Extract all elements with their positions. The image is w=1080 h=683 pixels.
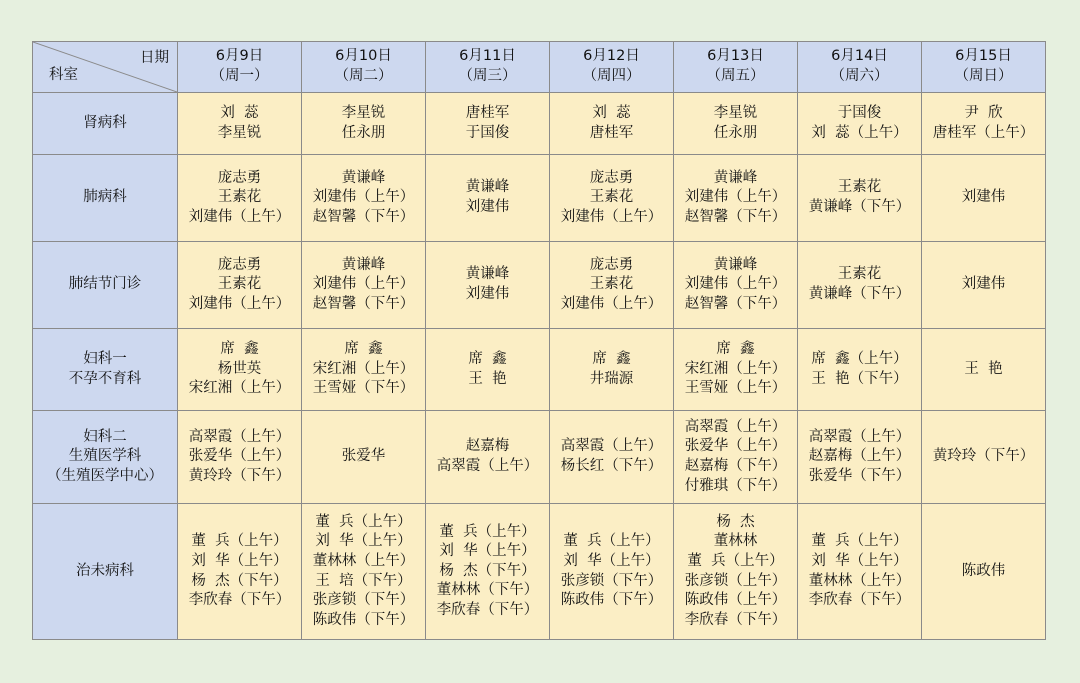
- doctor-entry: 刘建伟（上午）: [560, 295, 663, 312]
- doctor-entry: 王素花: [589, 276, 634, 293]
- doctor-entry: 高翠霞（上午）: [560, 438, 663, 455]
- schedule-cell: [922, 242, 1046, 329]
- department-row: [33, 93, 1046, 155]
- department-cell: [33, 93, 178, 155]
- doctor-entry: 于国俊: [837, 104, 882, 121]
- doctor-entry: 李欣春（下午）: [808, 592, 911, 609]
- day-header-2: [426, 42, 550, 93]
- doctor-entry: 张彦锁（下午）: [312, 592, 415, 609]
- doctor-entry: 刘 华（上午）: [563, 552, 660, 569]
- doctor-entry: 黄谦峰: [465, 266, 510, 283]
- doctor-entry: 王雪娅（下午）: [312, 380, 415, 397]
- doctor-entry: 陈政伟: [961, 562, 1006, 579]
- doctor-entry: 高翠霞（上午）: [808, 428, 911, 445]
- doctor-entry: 庞志勇: [217, 169, 262, 186]
- doctor-entry: 刘建伟（上午）: [188, 295, 291, 312]
- corner-date-label: 日期: [140, 50, 169, 66]
- doctor-entry: 庞志勇: [589, 256, 634, 273]
- schedule-cell: [798, 329, 922, 411]
- doctor-entry: 黄谦峰: [341, 256, 386, 273]
- doctor-entry: 陈政伟（下午）: [560, 592, 663, 609]
- day-date: 6月12日: [583, 48, 640, 65]
- schedule-cell: [426, 93, 550, 155]
- doctor-entry: 任永朋: [341, 124, 386, 141]
- doctor-entry: 庞志勇: [589, 169, 634, 186]
- schedule-cell: [302, 155, 426, 242]
- doctor-entry: 席 鑫（上午）: [811, 350, 908, 367]
- doctor-entry: 黄谦峰: [341, 169, 386, 186]
- doctor-entry: 刘 华（上午）: [191, 552, 288, 569]
- doctor-entry: 李星锐: [217, 124, 262, 141]
- doctor-entry: 张爱华（下午）: [808, 467, 911, 484]
- doctor-entry: 井瑞源: [589, 370, 634, 387]
- doctor-entry: 赵智馨（下午）: [684, 295, 787, 312]
- doctor-entry: 李欣春（下午）: [188, 592, 291, 609]
- doctor-entry: 黄玲玲（下午）: [188, 467, 291, 484]
- schedule-cell: [922, 155, 1046, 242]
- doctor-entry: 宋红湘（上午）: [188, 380, 291, 397]
- doctor-entry: 董林林（上午）: [808, 572, 911, 589]
- doctor-entry: 李星锐: [341, 104, 386, 121]
- doctor-entry: 赵嘉梅（上午）: [808, 448, 911, 465]
- schedule-cell: [922, 504, 1046, 640]
- schedule-cell: [178, 329, 302, 411]
- department-row: [33, 155, 1046, 242]
- doctor-entry: 张爱华: [341, 448, 386, 465]
- doctor-entry: 宋红湘（上午）: [312, 360, 415, 377]
- schedule-cell: [426, 329, 550, 411]
- schedule-cell: [798, 155, 922, 242]
- schedule-cell: [550, 242, 674, 329]
- doctor-entry: 刘 蕊: [592, 104, 631, 121]
- doctor-entry: 王素花: [837, 266, 882, 283]
- doctor-entry: 席 鑫: [220, 341, 259, 358]
- schedule-cell: [426, 504, 550, 640]
- doctor-entry: 赵嘉梅（下午）: [684, 458, 787, 474]
- header-row: [33, 42, 1046, 93]
- schedule-cell: [674, 411, 798, 504]
- doctor-entry: 尹 欣: [964, 104, 1003, 121]
- day-header-5: [798, 42, 922, 93]
- doctor-entry: 任永朋: [713, 124, 758, 141]
- doctor-entry: 席 鑫: [468, 350, 507, 367]
- doctor-entry: 王素花: [217, 276, 262, 293]
- doctor-entry: 陈政伟（下午）: [312, 611, 415, 628]
- schedule-cell: [674, 329, 798, 411]
- doctor-entry: 杨 杰: [716, 513, 755, 530]
- doctor-entry: 董 兵（上午）: [811, 533, 908, 550]
- department-cell: [33, 411, 178, 504]
- day-date: 6月10日: [335, 48, 392, 65]
- doctor-entry: 高翠霞（上午）: [684, 418, 787, 435]
- schedule-cell: [674, 242, 798, 329]
- day-header-1: [302, 42, 426, 93]
- doctor-entry: 刘 蕊: [220, 104, 259, 121]
- day-weekday: （周五）: [706, 68, 765, 84]
- doctor-entry: 董林林（上午）: [312, 552, 415, 569]
- doctor-entry: 杨长红（下午）: [560, 458, 663, 474]
- schedule-cell: [302, 411, 426, 504]
- doctor-entry: 高翠霞（上午）: [436, 458, 539, 474]
- schedule-cell: [302, 329, 426, 411]
- schedule-cell: [550, 411, 674, 504]
- doctor-entry: 刘 蕊（上午）: [811, 124, 908, 141]
- doctor-entry: 刘 华（上午）: [315, 533, 412, 550]
- doctor-entry: 杨世英: [217, 360, 262, 377]
- doctor-entry: 王素花: [837, 179, 882, 196]
- day-date: 6月13日: [707, 48, 764, 65]
- schedule-cell: [178, 155, 302, 242]
- corner-cell: [33, 42, 178, 93]
- doctor-entry: 王素花: [217, 189, 262, 206]
- doctor-entry: 刘建伟: [961, 189, 1006, 206]
- day-header-0: [178, 42, 302, 93]
- day-weekday: （周一）: [210, 68, 269, 84]
- schedule-cell: [922, 329, 1046, 411]
- doctor-entry: 席 鑫: [592, 350, 631, 367]
- department-row: [33, 411, 1046, 504]
- doctor-entry: 黄谦峰: [465, 179, 510, 196]
- day-weekday: （周日）: [954, 68, 1013, 84]
- doctor-entry: 于国俊: [465, 124, 510, 141]
- doctor-entry: 董 兵（上午）: [315, 513, 412, 530]
- schedule-cell: [798, 242, 922, 329]
- schedule-cell: [922, 93, 1046, 155]
- schedule-cell: [798, 504, 922, 640]
- doctor-entry: 刘建伟（上午）: [560, 208, 663, 225]
- day-weekday: （周三）: [458, 68, 517, 84]
- day-weekday: （周六）: [830, 68, 889, 84]
- schedule-cell: [550, 93, 674, 155]
- doctor-entry: 张爱华（上午）: [188, 448, 291, 465]
- schedule-cell: [550, 329, 674, 411]
- doctor-entry: 董 兵（上午）: [191, 533, 288, 550]
- doctor-entry: 李欣春（下午）: [684, 611, 787, 628]
- doctor-entry: 张彦锁（上午）: [684, 572, 787, 589]
- schedule-cell: [922, 411, 1046, 504]
- department-name: 肾病科: [83, 114, 127, 131]
- department-row: [33, 329, 1046, 411]
- doctor-entry: 董林林（下午）: [436, 582, 539, 599]
- department-name: 妇科二: [83, 428, 127, 445]
- day-header-4: [674, 42, 798, 93]
- doctor-entry: 刘建伟（上午）: [312, 189, 415, 206]
- doctor-entry: 张彦锁（下午）: [560, 572, 663, 589]
- schedule-cell: [674, 504, 798, 640]
- doctor-entry: 李欣春（下午）: [436, 601, 539, 618]
- doctor-entry: 付雅琪（下午）: [684, 477, 787, 494]
- department-name: 生殖医学科: [68, 448, 142, 465]
- doctor-entry: 刘建伟（上午）: [684, 189, 787, 206]
- doctor-entry: 刘建伟（上午）: [188, 208, 291, 225]
- doctor-entry: 张爱华（上午）: [684, 438, 787, 455]
- doctor-entry: 高翠霞（上午）: [188, 428, 291, 445]
- schedule-cell: [178, 93, 302, 155]
- day-header-6: [922, 42, 1046, 93]
- doctor-entry: 赵智馨（下午）: [312, 208, 415, 225]
- doctor-entry: 黄谦峰（下午）: [808, 199, 911, 215]
- day-weekday: （周四）: [582, 68, 641, 84]
- department-name: 治未病科: [76, 562, 134, 579]
- day-weekday: （周二）: [334, 68, 393, 84]
- schedule-cell: [426, 242, 550, 329]
- doctor-entry: 刘 华（上午）: [439, 543, 536, 560]
- day-date: 6月15日: [955, 48, 1012, 65]
- doctor-entry: 王 培（下午）: [315, 572, 412, 589]
- schedule-cell: [302, 242, 426, 329]
- doctor-entry: 赵智馨（下午）: [312, 295, 415, 312]
- doctor-entry: 董林林: [713, 533, 758, 550]
- doctor-entry: 刘 华（上午）: [811, 552, 908, 569]
- schedule-table: [32, 41, 1046, 640]
- doctor-entry: 王 艳: [964, 360, 1003, 377]
- doctor-entry: 席 鑫: [716, 341, 755, 358]
- schedule-cell: [302, 93, 426, 155]
- schedule-cell: [178, 411, 302, 504]
- department-name: 肺病科: [83, 189, 127, 206]
- department-cell: [33, 242, 178, 329]
- doctor-entry: 赵智馨（下午）: [684, 208, 787, 225]
- doctor-entry: 唐桂军（上午）: [932, 124, 1035, 141]
- doctor-entry: 刘建伟: [465, 286, 510, 302]
- schedule-cell: [178, 242, 302, 329]
- doctor-entry: 黄谦峰: [713, 169, 758, 186]
- doctor-entry: 王素花: [589, 189, 634, 206]
- doctor-entry: 黄谦峰: [713, 256, 758, 273]
- doctor-entry: 王 艳（下午）: [811, 370, 908, 387]
- doctor-entry: 董 兵（上午）: [687, 552, 784, 569]
- doctor-entry: 王雪娅（上午）: [684, 380, 787, 397]
- department-cell: [33, 155, 178, 242]
- doctor-entry: 刘建伟: [961, 276, 1006, 293]
- doctor-entry: 庞志勇: [217, 256, 262, 273]
- day-date: 6月11日: [459, 48, 516, 65]
- doctor-entry: 杨 杰（下午）: [439, 562, 536, 579]
- doctor-entry: 刘建伟: [465, 199, 510, 215]
- doctor-entry: 赵嘉梅: [465, 438, 510, 455]
- department-name: 肺结节门诊: [68, 276, 142, 293]
- doctor-entry: 席 鑫: [344, 341, 383, 358]
- doctor-entry: 刘建伟（上午）: [684, 276, 787, 293]
- schedule-cell: [178, 504, 302, 640]
- doctor-entry: 王 艳: [468, 370, 507, 387]
- doctor-entry: 陈政伟（上午）: [684, 592, 787, 609]
- doctor-entry: 黄玲玲（下午）: [932, 448, 1035, 465]
- schedule-cell: [426, 411, 550, 504]
- department-cell: [33, 329, 178, 411]
- day-header-3: [550, 42, 674, 93]
- schedule-frame: [32, 41, 1045, 639]
- schedule-cell: [426, 155, 550, 242]
- doctor-entry: 董 兵（上午）: [439, 523, 536, 540]
- doctor-entry: 杨 杰（下午）: [191, 572, 288, 589]
- department-row: [33, 242, 1046, 329]
- doctor-entry: 唐桂军: [465, 104, 510, 121]
- day-date: 6月9日: [215, 48, 264, 65]
- schedule-cell: [674, 93, 798, 155]
- doctor-entry: 黄谦峰（下午）: [808, 286, 911, 302]
- department-name: 不孕不育科: [68, 370, 142, 387]
- doctor-entry: 李星锐: [713, 104, 758, 121]
- doctor-entry: 董 兵（上午）: [563, 533, 660, 550]
- department-row: [33, 504, 1046, 640]
- department-name: （生殖医学中心）: [47, 467, 163, 484]
- doctor-entry: 宋红湘（上午）: [684, 360, 787, 377]
- schedule-cell: [550, 155, 674, 242]
- doctor-entry: 刘建伟（上午）: [312, 276, 415, 293]
- day-date: 6月14日: [831, 48, 888, 65]
- doctor-entry: 唐桂军: [589, 124, 634, 141]
- department-name: 妇科一: [83, 350, 127, 367]
- schedule-cell: [302, 504, 426, 640]
- department-cell: [33, 504, 178, 640]
- corner-dept-label: 科室: [49, 67, 78, 84]
- schedule-cell: [550, 504, 674, 640]
- schedule-cell: [674, 155, 798, 242]
- schedule-cell: [798, 93, 922, 155]
- schedule-cell: [798, 411, 922, 504]
